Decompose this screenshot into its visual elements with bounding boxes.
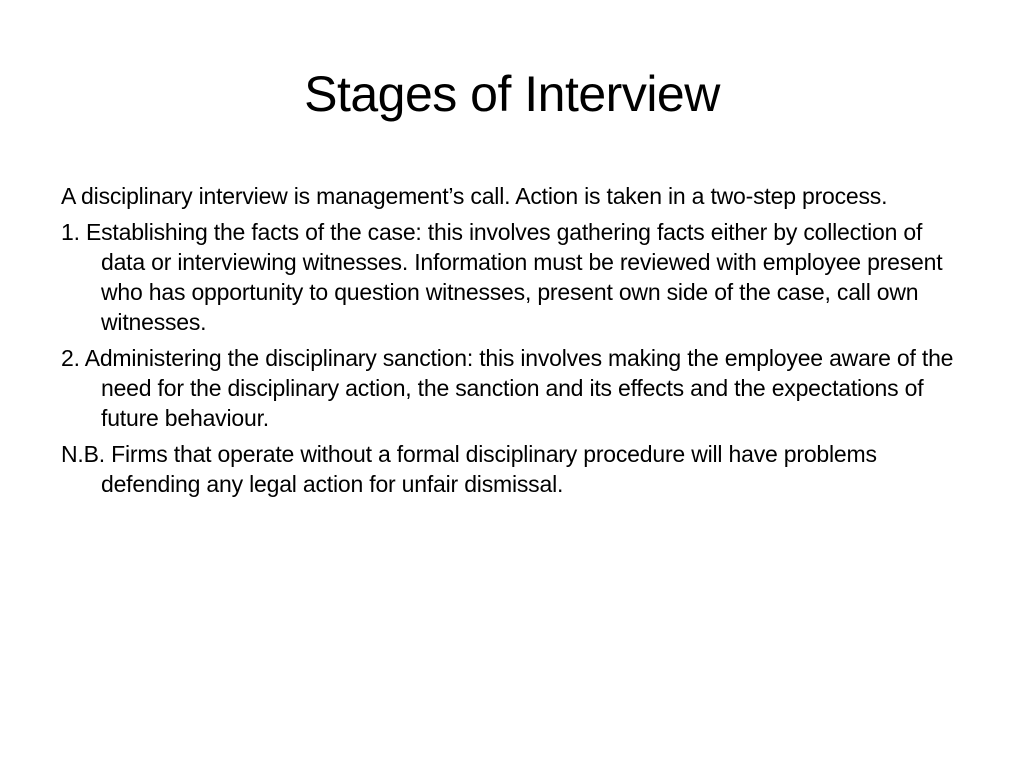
paragraph-step-2: 2. Administering the disciplinary sanction: this involves making the employee aware of the need for the disciplinary action, the sanction and its effects and the expectations of future behaviour. xyxy=(61,345,954,431)
slide-body xyxy=(61,181,969,505)
paragraph-note: N.B. Firms that operate without a formal disciplinary procedure will have problems defending any legal action for unfair dismissal. xyxy=(61,441,877,497)
paragraph-intro: A disciplinary interview is management’s call. Action is taken in a two-step process. xyxy=(61,183,888,209)
paragraph-step-1: 1. Establishing the facts of the case: this involves gathering facts either by collection of data or interviewing witnesses. Information must be reviewed with employee present who has opportunity to question witnesses, present own side of the case, call own witnesses. xyxy=(61,219,943,335)
slide-title: Stages of Interview xyxy=(304,66,720,122)
